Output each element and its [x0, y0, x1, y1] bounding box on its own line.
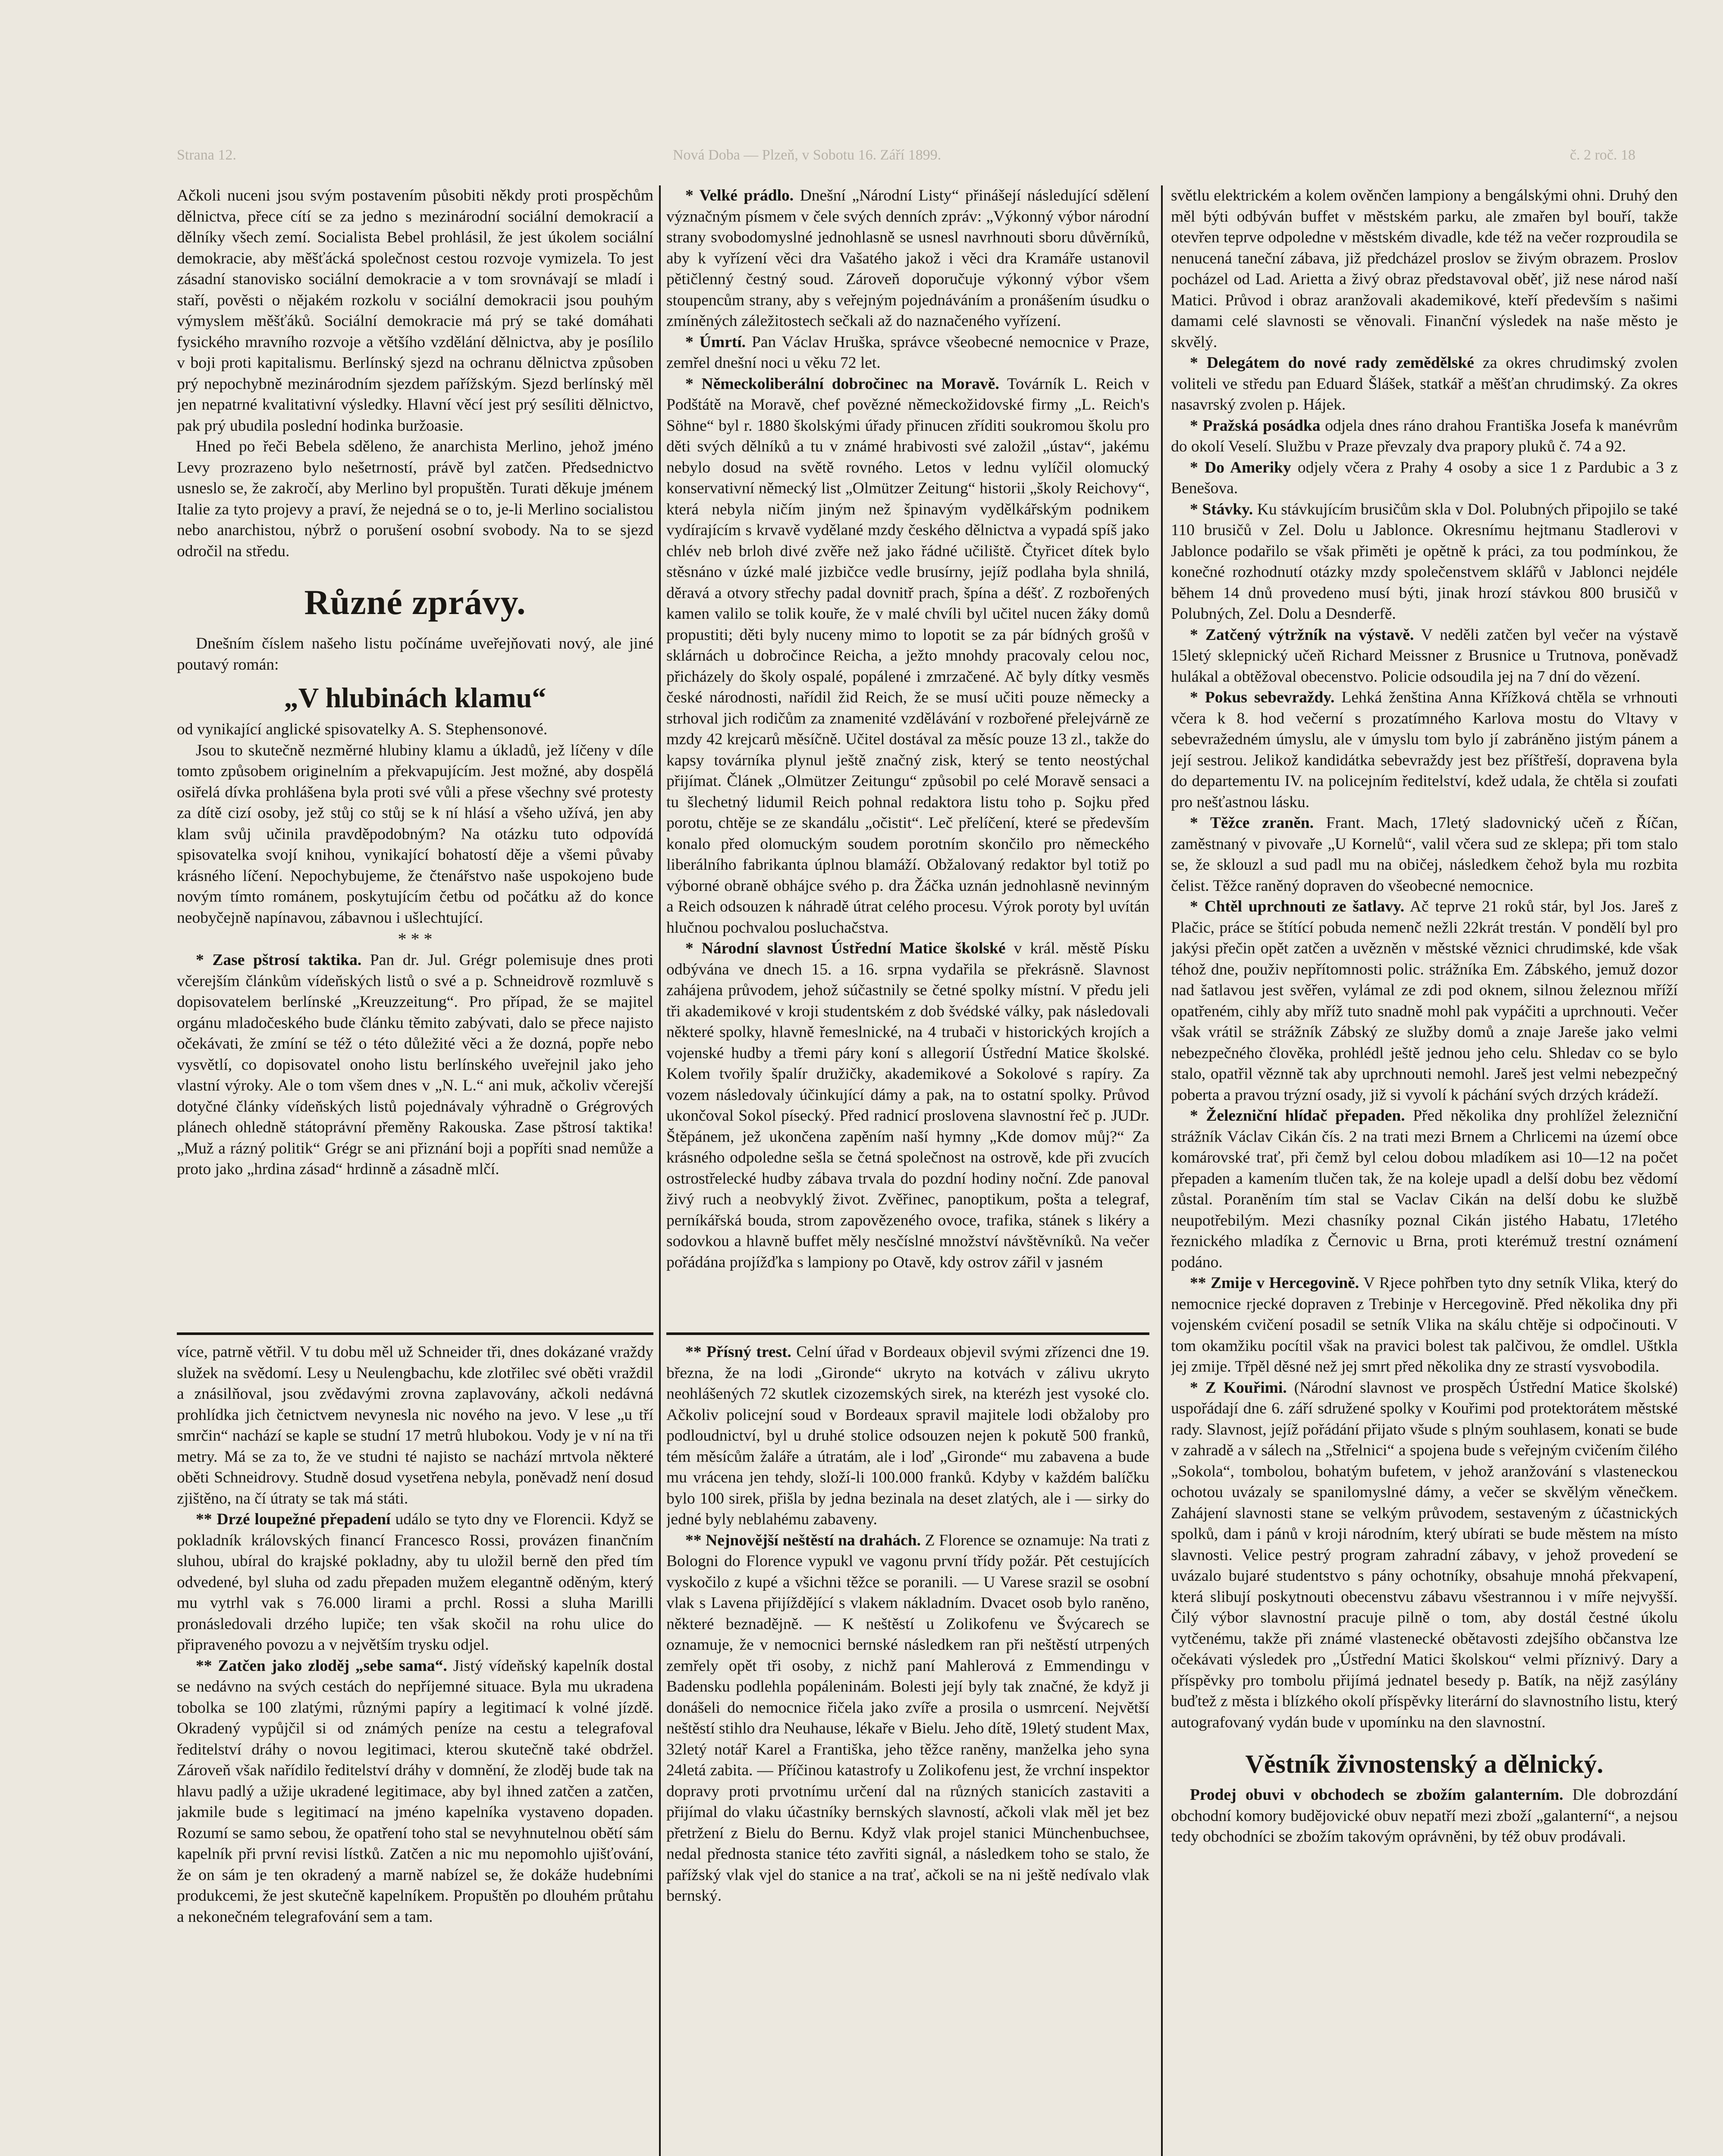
- news-item: [1171, 813, 1678, 896]
- column-2-upper: [666, 185, 1149, 1307]
- news-item: [177, 1656, 653, 1928]
- news-item-body: Pan Václav Hruška, správce všeobecné nemocnice v Praze, zemřel dnešní noci u věku 72 let.: [666, 333, 1149, 372]
- news-item-body: Pan dr. Jul. Grégr polemisuje dnes proti včerejším článkům vídeňských listů o své a p. Schneidrově rozmluvě s dopisovatelem berlínské „Kreuzzeitung“. Pro případ, že se majitel orgánu mladočeského bude článku těmito zabývati, dalo se přece najisto očekávati, že zmíní se též o této důležité věci a že dozná, popře nebo vysvětlí, co dopisovatel onoho listu berlínského uveřejnil jako jeho vlastní výroky. Ale o tom všem dnes v „N. L.“ ani muk, ačkoliv včerejší dotyčné články vídeňských listů pojednávaly výhradně o Grégrových plánech ohledně státoprávní přeměny Rakouska. Zase pštrosí taktika! „Muž a rázný politik“ Grégr se ani přiznání boji a popříti snad nemůže a proto jako „hrdina zásad“ hrdinně a zásadně mlčí.: [177, 951, 653, 1178]
- news-item-body: v král. městě Písku odbývána ve dnech 15. a 16. srpna vydařila se překrásně. Slavnost zahájena průvodem, jehož súčastnily se četné spolky místní. V předu jeli tři akademikové v kroji studentském z dob švédské války, pak následovali některé spolky, hlavně řemeslnické, na 4 trubači v historických krojích a vojenské hudby a třemi páry koní s allegorií Ústřední Matice školské. Kolem tvořily špalír družičky, akademikové a Sokolové s rapíry. Za vozem následovaly účinkující dámy a pak, na to ostatní spolky. Průvod ukončoval Sokol písecký. Před radnicí proslovena slavnostní řeč p. JUDr. Štěpánem, jež ukončena zapěním naší hymny „Kde domov můj?“ Za krásného odpoledne sešla se četná společnost na ostrově, kde při zvucích ostrostřelecké hudby zábava trvala do pozdní hodiny noční. Zde panoval živý ruch a neobvyklý život. Zvěřinec, panoptikum, pošta a telegraf, perníkářská bouda, strom zapovězeného ovoce, trafika, stánek s likéry a sodovkou a hlavně buffet měly nesčíslné množství návštěvníků. Na večer pořádána projížďka s lampiony po Otavě, kdy ostrov zářil v jasném: [666, 940, 1149, 1271]
- news-item-body: událo se tyto dny ve Florencii. Když se pokladník královských financí Francesco Rossi, provázen finančním sluhou, ubíral do krajské pokladny, aby tu uložil berně den před tím odvedené, byl sluha od zadu přepaden mužem elegantně oděným, který mu vytrhl vak s 76.000 lirami a prchl. Rossi a sluha Marilli pronásledovali drzého lupiče; ten však skočil na rohu ulice do připraveného povozu a v největším trysku odjel.: [177, 1510, 653, 1654]
- column-divider-1: [659, 185, 661, 2156]
- column-3: [1171, 185, 1678, 2156]
- news-item-title: * Národní slavnost Ústřední Matice školské: [685, 940, 1006, 957]
- news-item: [666, 374, 1149, 939]
- news-item: [1171, 458, 1678, 499]
- article-paragraph: Jsou to skutečně nezměrné hlubiny klamu a úkladů, jež líčeny v díle tomto způsobem originelním a překvapujícím. Jest možné, aby dospělá osiřelá dívka prohlášena byla proti své vůli a přese všechny své protesty za dítě cizí osoby, jež stůj co stůj se k ní hlásí a všeho užívá, jen aby klam svůj učinila pravděpodobným? Na otázku tuto odpovídá spisovatelka svojí knihou, vynikající bohatostí děje a všemi půvaby krásného líčení. Nepochybujeme, že čtenářstvo naše uspokojeno bude novým tímto románem, poskytujícím četbu od počátku až do konce neobyčejně napínavou, zábavnou i ušlechtující.: [177, 741, 653, 927]
- news-item-title: ** Nejnovější neštěstí na drahách.: [685, 1531, 921, 1549]
- faint-page-label: Strana 12.: [177, 147, 236, 163]
- section-heading: Různé zprávy.: [304, 583, 526, 622]
- news-item-title: * Stávky.: [1190, 500, 1253, 518]
- news-item: [1171, 1378, 1678, 1733]
- news-item-title: ** Zatčen jako zloděj „sebe sama“.: [196, 1657, 447, 1675]
- news-item: [1171, 896, 1678, 1106]
- feuilleton-rule-left: [177, 1332, 653, 1335]
- news-item-title: * Zatčený výtržník na výstavě.: [1190, 626, 1414, 644]
- news-item-title: * Chtěl uprchnouti ze šatlavy.: [1190, 898, 1405, 915]
- news-item-body: odjely včera z Prahy 4 osoby a sice 1 z Pardubic a 3 z Benešova.: [1171, 458, 1678, 497]
- faint-issue-label: č. 2 roč. 18: [1570, 147, 1636, 163]
- article-paragraph: Dnešním číslem našeho listu počínáme uveřejňovati nový, ale jiné poutavý román:: [177, 635, 653, 674]
- news-item-body: V neděli zatčen byl večer na výstavě 15letý sklepnický učeň Richard Meissner z Brusnice u Trutnova, poněvadž hulákal a obtěžoval obecenstvo. Policie odsoudila jej na 7 dní do vězení.: [1171, 626, 1678, 686]
- news-item-body: Jistý vídeňský kapelník dostal se nedávno na svých cestách do nepříjemné situace. Byla mu ukradena tobolka se 100 zlatými, různými papíry a legitimací k volné jízdě. Okradený vypůjčil si od známých peníze na cestu a telegrafoval ředitelství dráhy o novou legitimaci, kterou skutečně také obdržel. Zároveň však nařídilo ředitelství dráhy v domnění, že zloděj bude tak na hlavu padlý a užije ukradené legitimace, aby byl ihned zatčen a zatčen, jakmile bude s legitimací na jméno kapelníka vystaveno dopaden. Rozumí se samo sebou, že opatření toho stal se nevyhnutelnou obětí sám kapelník při první revisi lístků. Zatčen a nic mu nepomohlo ujišťování, že on sám je ten okradený a marně nabízel se, že dokáže hudebními produkcemi, že jest skutečně kapelníkem. Propuštěn po dlouhém průtahu a nekonečném telegrafování sem a tam.: [177, 1657, 653, 1926]
- news-item-body: Před několika dny prohlížel železniční strážník Václav Cikán čís. 2 na trati mezi Brnem a Chrlicemi na území obce komárovské trať, při čemž byl celou dobou mladíkem asi 10—12 na počet přepaden a kamením tlučen tak, že na koleje upadl a delší dobu bez vědomí zůstal. Poraněním tím stal se Vaclav Cikán na delší dobu ke službě neupotřebilým. Mezi chasníky poznal Cikán jistého Habatu, 17letého řeznického mladíka z Černovic u Brna, proti kterémuž trestní oznámení podáno.: [1171, 1107, 1678, 1271]
- article-paragraph: Hned po řeči Bebela sděleno, že anarchista Merlino, jehož jméno Levy prozrazeno bylo nešetrností, právě byl zatčen. Předsednictvo usneslo se, že zakročí, aby Merlino byl propuštěn. Turati děkuje jménem Italie za tyto projevy a praví, že nejedná se o to, je-li Merlino socialistou nebo anarchistou, nýbrž o porušení osobní svobody. Na to se sjezd odročil na středu.: [177, 438, 653, 560]
- news-item: [1171, 353, 1678, 416]
- news-item-body: Ku stávkujícím brusičům skla v Dol. Polubných připojilo se také 110 brusičů v Zel. Dolu u Jablonce. Okresnímu hejtmanu Stadlerovi v Jablonce podařilo se však přiměti je opětně k práci, za tou podmínkou, že konečné rozhodnutí otázky mzdy společenstvem sklářů v Jablonci nejdéle během 14 dnů provedeno musí býti, jinak hrozí stávkou 800 brusičů v Polubných, Zel. Dolu a Desnderfě.: [1171, 500, 1678, 623]
- star-divider: * * *: [398, 929, 433, 949]
- news-item: [1171, 1273, 1678, 1378]
- news-item-title: * Do Ameriky: [1190, 458, 1291, 476]
- news-item-title: * Delegátem do nové rady zemědělské: [1190, 354, 1474, 372]
- column-1-lower: [177, 1342, 653, 2156]
- news-item-body: V Rjece pohřben tyto dny setník Vlika, který do nemocnice rjecké dopraven z Trebinje v Hercegovině. Před několika dny při vojenském cvičení posadil se setník Vlika na skálu chtěje si odpočinouti. V tom okamžiku pocítil však na pravici bolest tak palčivou, že omdlel. Uštkla jej zmije. Třpěl děsné než jej smrt před několika dny ze strastí vysvobodila.: [1171, 1274, 1678, 1376]
- news-item: [1171, 416, 1678, 458]
- article-paragraph: světlu elektrickém a kolem ověnčen lampiony a bengálskými ohni. Druhý den měl býti odbýván buffet v městském parku, ale zmařen byl bouří, takže otevřen teprve odpoledne v městském divadle, kde též na večer rozproudila se nenucená taneční zábava, již předcházel proslov se živým obrazem. Proslov pocházel od Lad. Arietta a živý obraz představoval oběť, již nese národ naší Matici. Průvod i obraz aranžovali akademikové, kteří především s našimi damami celé slavnosti se věnovali. Finanční výsledek na naše město je skvělý.: [1171, 187, 1678, 351]
- faint-running-header: [177, 142, 1678, 168]
- news-item-title: * Zase pštrosí taktika.: [196, 951, 362, 969]
- news-item-title: * Pražská posádka: [1190, 417, 1321, 435]
- news-item-title: ** Zmije v Hercegovině.: [1190, 1274, 1359, 1292]
- news-item-title: * Z Kouřimi.: [1190, 1379, 1287, 1397]
- news-item: [177, 1509, 653, 1656]
- news-item-body: odjela dnes ráno drahou Františka Josefa k manévrům do okolí Veselí. Službu v Praze převzaly dva prapory pluků č. 74 a 92.: [1171, 417, 1678, 455]
- news-item-title: * Pokus sebevraždy.: [1190, 689, 1335, 706]
- news-item-title: * Německoliberální dobročinec na Moravě.: [685, 375, 999, 393]
- news-item-body: Ač teprve 21 roků stár, byl Jos. Jareš z Plačic, práce se štítící pobuda nemenč nežli 22krát trestán. V pondělí byl pro jakýsi přečin opět zatčen a uvězněn v městské věznici chrudimské, kde však téhož dne, použiv nepřítomnosti polic. strážníka Em. Zábského, jemuž dozor nad šatlavou jest svěřen, vylámal ze zdi pod oknem, silnou železnou mříží opatřeném, cihly aby mříž tuto snadně mohl pak vypáčiti a uprchnouti. Večer však vrátil se strážník Zábský ze služby domů a znaje Jareše jako velmi nebezpečného člověka, prohlédl ještě jednou jeho celu. Shledav co se bylo stalo, opatřil věznně tak aby uprchnouti nemohl. Jareš jest velmi nebezpečný poberta a pravou trýzní osady, již si vyvolí k páchání svých drzých krádeží.: [1171, 898, 1678, 1104]
- news-item: [1171, 1106, 1678, 1273]
- news-item-title: * Velké prádlo.: [685, 187, 794, 204]
- news-item: [1171, 1785, 1678, 1848]
- news-item: [1171, 687, 1678, 813]
- news-item-title: * Úmrtí.: [685, 333, 746, 351]
- news-item-body: Lehká ženština Anna Křížková chtěla se vrhnouti včera k 8. hod večerní s prozatímného Karlova mostu do Vltavy v sebevražedném úmyslu, ale v úmyslu tom bylo jí zabráněno jistým pánem a její sestrou. Jelikož kandidátka sebevraždy jest bez příštřeší, dopravena byla do departementu IV. na policejním ředitelství, kdež udala, že chtěla si zoufati pro nešťastnou lásku.: [1171, 689, 1678, 811]
- news-item-title: Prodej obuvi v obchodech se zbožím galanterním.: [1190, 1786, 1563, 1804]
- column-2-lower: [666, 1342, 1149, 2156]
- news-item-body: Dle dobrozdání obchodní komory budějovické obuv nepatří mezi zboží „galanterní“, a nejsou tedy obchodníci se zbožím takovým oprávněni, by též obuv prodávali.: [1171, 1786, 1678, 1846]
- section-heading-trade: Věstník živnostenský a dělnický.: [1245, 1750, 1604, 1778]
- news-item-body: Frant. Mach, 17letý sladovnický učeň z Říčan, zaměstnaný v pivovaře „U Kornelů“, valil včera sud ze sklepa; při tom stalo se, že sklouzl a sud padl mu na običej, následkem čehož byla mu rozbita čelist. Těžce raněný dopraven do všeobecné nemocnice.: [1171, 814, 1678, 895]
- news-item-body: Továrník L. Reich v Podštátě na Moravě, chef povězné německožidovské firmy „L. Reich's Söhne“ byl r. 1880 školskými úřady přinucen zříditi soukromou školu pro děti svých dělníků a tu v známé hrabivosti své založil „ústav“, jakému nebylo dosud na světě rovného. Letos v lednu vylíčil olomucký konservativní německý list „Olmützer Zeitung“ historii „školy Reichovy“, která nebyla ničím jiným než špinavým vydělkářským podnikem vydírajícím s krvavě vydělané mzdy českého dělnictva a vypadá spíš jako chlév neb brloh divé zvěře než jako řádné učiliště. Čtyřicet dítek bylo stěsnáno v úzké malé jizbičce vedle brusírny, jejíž podlaha byla shnilá, děravá a otvory střechy padal dovnitř prach, špína a déšť. Z rozbořených kamen valilo se tolik kouře, že v malé chvíli byl učitel nucen žáky domů propustiti; děti byly nuceny mimo to lopotit se za pár bídných grošů v sklárnách u dobročince Reicha, a ježto mnohdy pracovaly celou noc, přicházely do školy ospalé, popálené i zmrzačené. Ač byly dítky vesměs české národnosti, nařídil žid Reich, že se musí učiti pouze německy a strhoval jich rodičům za znamenité vzdělávání v rozbořené přelejvárně ze mzdy 42 krejcarů měsíčně. Učitel dostával za měsíc pouze 13 zl., takže do kapsy továrníka plynul ještě značný zisk, který se tento neostýchal přijímat. Článek „Olmützer Zeitungu“ způsobil po celé Moravě sensaci a tu šlechetný lidumil Reich pohnal redaktora listu toho p. Sojku před porotu, chtěje se ze skandálu „očistit“. Leč přelíčení, které se především konalo před olomuckým soudem porotním skončilo pro německého liberálního fabrikanta úplnou blamáží. Obžalovaný redaktor byl totiž po výborné obraně obhájce svého p. dra Žáčka uznán jednohlasně nevinným a Reich odsouzen k náhradě útrat celého procesu. Výrok poroty byl uvítán hlučnou pochvalou posluchačstva.: [666, 375, 1149, 937]
- news-item: [1171, 625, 1678, 688]
- news-item: [666, 332, 1149, 374]
- column-divider-2: [1161, 185, 1163, 2156]
- news-item-body: Celní úřad v Bordeaux objevil svými zřízenci dne 19. března, že na lodi „Gironde“ ukryto na kotvách v zálivu ukryto neohlášených 72 skutlek cizozemských sirek, na kterézh jest vysoké clo. Ačkoliv policejní soud v Bordeaux spravil majitele lodi obžaloby pro podloudnictví, byl u druhé stolice odsouzen nejen k pokutě 500 franků, tém měsícům žaláře a útratám, ale i loď „Gironde“ mu zabavena a bude mu vrácena jen tehdy, složí-li 100.000 franků. Kdyby v každém balíčku bylo 100 sirek, přišla by jedna bezinala na deset zlatých, ale i — sirky do jedné byly neblahému zabaveny.: [666, 1343, 1149, 1528]
- news-item-title: ** Přísný trest.: [685, 1343, 791, 1361]
- news-item: [666, 938, 1149, 1273]
- article-paragraph: Ačkoli nuceni jsou svým postavením působiti někdy proti prospěchům dělnictva, přece cítí se za jedno s mezinárodní sociální demokracií a dělníky všech zemí. Socialista Bebel prohlásil, že jest úkolem sociální demokracie, aby měšťácká společnost cestou rozvoje vymizela. To jest zásadní stanovisko sociální demokracie a v tom srovnávají se mladí i staří, pověsti o nějakém rozkolu v sociální demokracii jsou pouhým výmyslem měšťáků. Sociální demokracie má prý se také domáhati fysického mravního rozvoje a většího vzdělání dělnictva, aby je posílilo v boji proti kapitalismu. Berlínský sjezd na ochranu dělnictva způsoben prý nepochybně mezinárodním sjezdem pařížským. Sjezd berlínský měl jen nepatrné kvalitativní výsledky. Hlavní věcí jest prý sesíliti dělnictvo, pak prý ubudila poslední hodinka buržoasie.: [177, 187, 653, 435]
- article-paragraph: více, patrně větřil. V tu dobu měl už Schneider tři, dnes dokázané vraždy služek na svědomí. Lesy u Neulengbachu, kde zlotřilec své oběti vraždil a znásilňoval, jsou zvědavými zrovna zaplavovány, ačkoli nedávná prohlídka jich četnictvem nevynesla nic nového na jevo. V lese „u tří smrčin“ nachází se kaple se studní 17 metrů hlubokou. Vody je v ní na tři metry. Má se za to, že ve studni té najisto se nachází mrtvola některé oběti Schneidrovy. Studně dosud vysetřena nebyla, poněvadž není dosud zjištěno, na čí útraty se tak má státi.: [177, 1343, 653, 1507]
- faint-masthead-line: Nová Doba — Plzeň, v Sobotu 16. Září 1899.: [673, 147, 942, 163]
- news-item: [666, 185, 1149, 332]
- news-item-body: Z Florence se oznamuje: Na trati z Bologni do Florence vypukl ve vagonu první třídy požár. Pět cestujících vyskočilo z kupé a všichni těžce se poranili. — U Varese srazil se osobní vlak s Lavena přijíždějící s vlakem nákladním. Dvacet osob bylo raněno, některé beznadějně. — K neštěstí u Zolikofenu ve Švýcarech se oznamuje, že v nemocnici bernské následkem ran při neštěstí utrpených zemřely opět tři osoby, z nichž paní Mahlerová z Emmendingu v Badensku podlehla popáleninám. Bolesti její byly tak značné, že když ji donášeli do nemocnice řičela jako zvíře a prosila o usmrcení. Největší neštěstí stihlo dra Neuhause, lékaře v Bielu. Jeho dítě, 19letý student Max, 32letý notář Karel a Františka, jeho těžce raněny, manželka jeho syna 24letá zabita. — Příčinou katastrofy u Zolikofenu jest, že vrchní inspektor dopravy proti prvotnímu určení dal na různých stanicích zastaviti a přijímal do vlaku účastníky bernských slavností, ačkoli vlak měl jet bez přetržení z Bielu do Bernu. Když vlak projel stanici Münchenbuchsee, nedal přednosta stanice této zavřiti signál, a následkem toho se stalo, že pařížský vlak vjel do stanice a na trať, ačkoli se na ni ještě nedívalo vlak bernský.: [666, 1531, 1149, 1905]
- news-item-title: * Těžce zraněn.: [1190, 814, 1314, 832]
- news-item: [1171, 499, 1678, 625]
- news-item-body: Dnešní „Národní Listy“ přinášejí následující sdělení význačným písmem v čele svých denních zpráv: „Výkonný výbor národní strany svobodomyslné jednohlasně se usnesl navrhnouti sboru důvěrníků, aby k vyřízení věci dra Vašatého jakož i věci dra Kramáře ustanovil pětičlenný čestný soud. Zároveň doporučuje výkonný výbor všem stoupencům strany, aby s veřejným pojednáváním a pronášením úsudku o zmíněných záležitostech sečkali až do naznačeného vyřízení.: [666, 187, 1149, 330]
- feuilleton-rule-middle: [666, 1332, 1149, 1335]
- news-item: [666, 1342, 1149, 1530]
- news-item-title: * Železniční hlídač přepaden.: [1190, 1107, 1405, 1125]
- news-item-body: za okres chrudimský zvolen voliteli ve středu pan Eduard Šlášek, statkář a měšťan chrudimský. Za okres nasavrský zvolen p. Hájek.: [1171, 354, 1678, 414]
- news-item: [177, 950, 653, 1180]
- news-item-title: ** Drzé loupežné přepadení: [196, 1510, 391, 1528]
- novel-title: „V hlubinách klamu“: [284, 682, 546, 714]
- article-paragraph: od vynikající anglické spisovatelky A. S. Stephensonové.: [177, 721, 548, 738]
- column-1-upper: [177, 185, 653, 1328]
- news-item: [666, 1530, 1149, 1907]
- news-item-body: (Národní slavnost ve prospěch Ústřední Matice školské) uspořádají dne 6. září sdružené spolky v Kouřimi pod protektorátem městské rady. Slavnost, jejíž pořádání přijato všude s plným souhlasem, konati se bude v zahradě a v sálech na „Střelnici“ a spojena bude s veřejným cvičením čilého „Sokola“, tombolou, bohatým bufetem, v jehož aranžování s vlasteneckou ochotou uvázaly se spanilomyslné dámy, a večer se skvělým věnečkem. Zahájení slavnosti stane se velkým průvodem, sestaveným z účastnických spolků, dam i pánů v kroji národním, který ubírati se bude městem na místo slavnosti. Velice pestrý program zahradní zábavy, v jehož provedení se uvázalo bujaré studentstvo s pány ochotníky, obsahuje mnohá překvapení, která slibují poskytnouti obecenstvu zábavu všestrannou i v míře nejvyšší. Čilý výbor slavnostní pracuje pilně o tom, aby dostál čestné úkolu vytčenému, takže při známé vlastenecké obětavosti zdejšího občanstva lze očekávati výsledek pro „Ústřední Matici školskou“ velmi příznivý. Dary a příspěvky pro tombolu přijímá jednatel besedy p. Batík, na nějž zasýlány buďtež z města i blízkého okolí příspěvky literární do slavnostního listu, který autografovaný vydán bude v upomínku na den slavnostní.: [1171, 1379, 1678, 1731]
